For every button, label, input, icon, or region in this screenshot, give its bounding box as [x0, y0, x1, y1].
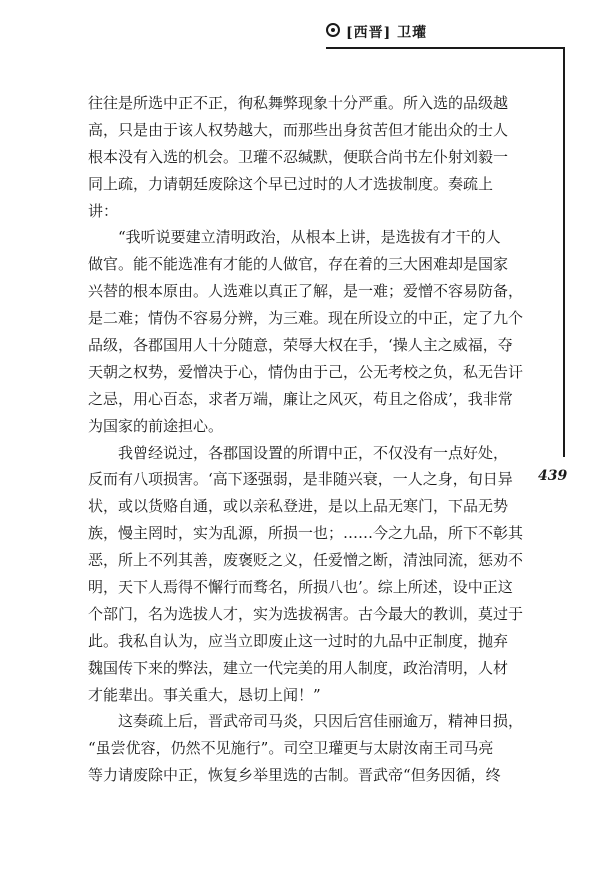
text-line: 才能辈出。事关重大，恳切上闻！”	[88, 685, 321, 704]
text-line: 我曾经说过，各郡国设置的所谓中正，不仅没有一点好处，	[118, 443, 509, 462]
text-line: 个部门，名为选拔人才，实为选拔祸害。古今最大的教训，莫过于	[88, 604, 524, 623]
text-line: 高，只是由于该人权势越大，而那些出身贫苦但才能出众的士人	[88, 120, 509, 139]
text-line: 为国家的前途担心。	[88, 416, 224, 435]
header-rule	[326, 47, 564, 49]
text-line: 明，天下人焉得不懈行而骛名，所损八也’。综上所述，设中正这	[88, 578, 513, 597]
text-line: 往往是所选中正不正，徇私舞弊现象十分严重。所入选的品级越	[88, 94, 509, 112]
text-line: 兴替的根本原由。人选难以真正了解，是一难；爱憎不容易防备，	[88, 282, 524, 301]
text-line: 做官。能不能选准有才能的人做官，存在着的三大困难却是国家	[88, 255, 509, 274]
circle-ornament-icon	[326, 23, 340, 37]
text-line: 这奏疏上后，晋武帝司马炎，只因后宫佳丽逾万，精神日损，	[118, 712, 524, 731]
text-line: 天朝之权势，爱憎决于心，情伪由于己，公无考校之负，私无告讦	[88, 362, 524, 381]
text-line: 族，慢主罔时，实为乱源，所损一也；……今之九品，所下不彰其	[88, 524, 524, 543]
text-line: “虽尝优容，仍然不见施行”。司空卫瓘更与太尉汝南王司马亮	[88, 739, 494, 758]
text-line: 恶，所上不列其善，废褒贬之义，任爱憎之断，清浊同流，惩劝不	[88, 551, 524, 570]
text-line: 是二难；情伪不容易分辨，为三难。现在所设立的中正，定了九个	[88, 309, 524, 328]
text-line: 状，或以货赂自通，或以亲私登进，是以上品无寒门，下品无势	[88, 497, 509, 516]
text-line: “我听说要建立清明政治，从根本上讲，是选拔有才干的人	[118, 228, 501, 247]
text-line: 反而有八项损害。‘高下逐强弱，是非随兴衰，一人之身，旬日异	[88, 470, 513, 489]
text-line: 讲：	[88, 201, 119, 220]
body-text	[88, 90, 542, 789]
text-line: 根本没有入选的机会。卫瓘不忍缄默，便联合尚书左仆射刘毅一	[88, 147, 509, 166]
page-number: 439	[538, 468, 568, 484]
header-title: [西晋] 卫瓘	[346, 25, 428, 41]
text-line: 同上疏，力请朝廷废除这个早已过时的人才选拔制度。奏疏上	[88, 174, 494, 193]
margin-rule	[563, 47, 565, 457]
text-line: 之忌，用心百态，求者万端，廉让之风灭，苟且之俗成’，我非常	[88, 389, 513, 408]
text-line: 魏国传下来的弊法，建立一代完美的用人制度，政治清明，人材	[88, 658, 509, 677]
text-line: 此。我私自认为，应当立即废止这一过时的九品中正制度，抛弃	[88, 631, 509, 650]
text-line: 品级，各郡国用人十分随意，荣辱大权在手，‘操人主之威福，夺	[88, 336, 513, 355]
running-header	[326, 20, 564, 46]
text-line: 等力请废除中正，恢复乡举里选的古制。晋武帝“但务因循，终	[88, 766, 501, 785]
